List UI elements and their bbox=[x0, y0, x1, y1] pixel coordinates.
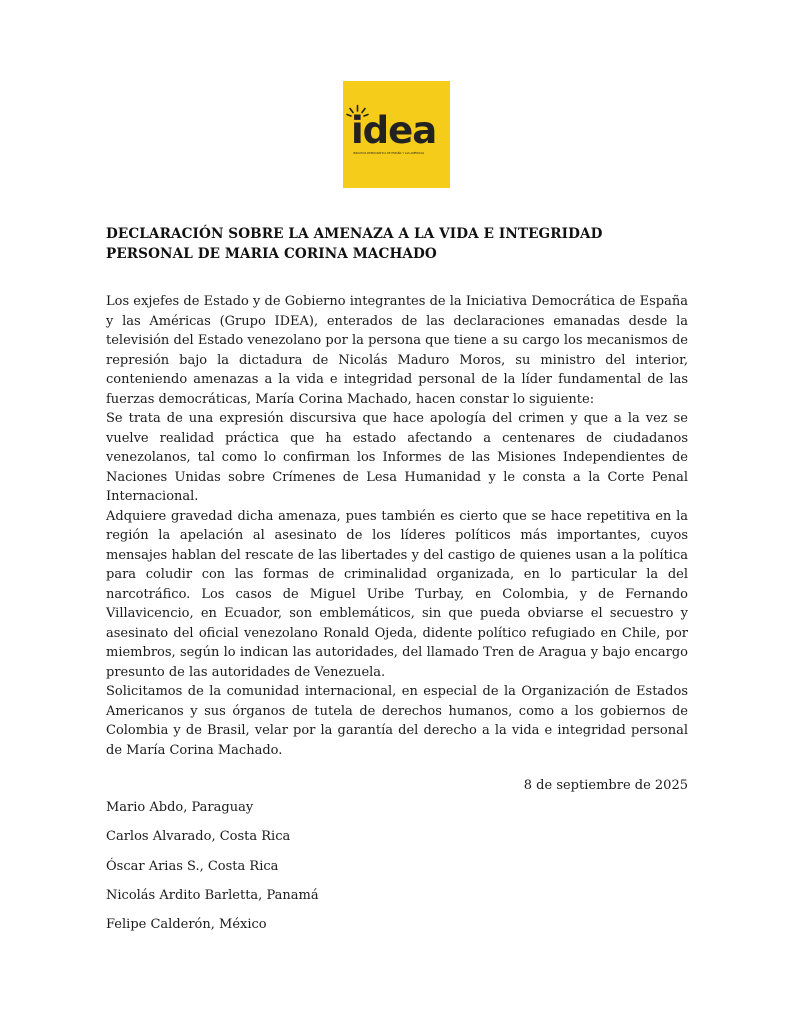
logo-tagline: INICIATIVA DEMOCRÁTICA DE ESPAÑA Y LAS AMÉRICAS bbox=[353, 152, 424, 155]
signatory: Carlos Alvarado, Costa Rica bbox=[106, 829, 291, 845]
signatory: Nicolás Ardito Barletta, Panamá bbox=[106, 887, 319, 903]
logo-wordmark: idea bbox=[351, 109, 437, 152]
document-body bbox=[106, 224, 688, 760]
signatory: Felipe Calderón, México bbox=[106, 917, 267, 933]
paragraph-apologia: Se trata de una expresión discursiva que hace apología del crimen y que a la vez se vuelve realidad práctica que ha estado afectando a centenares de ciudadanos venezolanos, tal como lo confirman los Informes de las Misiones Independientes de Naciones Unidas sobre Crímenes de Lesa Humanidad y le consta a la Corte Penal Internacional. bbox=[106, 411, 688, 504]
paragraph-solicitud: Solicitamos de la comunidad internacional, en especial de la Organización de Estados Americanos y sus órganos de tutela de derechos humanos, como a los gobiernos de Colombia y de Brasil, velar por la garantía del derecho a la vida e integridad personal de María Corina Machado. bbox=[106, 684, 688, 758]
paragraph-intro: Los exjefes de Estado y de Gobierno integrantes de la Iniciativa Democrática de España y las Américas (Grupo IDEA), enterados de las declaraciones emanadas desde la televisión del Estado venezolano por la persona que tiene a su cargo los mecanismos de represión bajo la dictadura de Nicolás Maduro Moros, su ministro del interior, conteniendo amenazas a la vida e integridad personal de la líder fundamental de las fuerzas democráticas, María Corina Machado, hacen constar lo siguiente: bbox=[106, 294, 688, 407]
document-title: DECLARACIÓN SOBRE LA AMENAZA A LA VIDA E INTEGRIDAD PERSONAL DE MARIA CORINA MACHADO bbox=[106, 226, 603, 262]
signatory: Óscar Arias S., Costa Rica bbox=[106, 858, 279, 874]
paragraph-gravedad: Adquiere gravedad dicha amenaza, pues también es cierto que se hace repetitiva en la región la apelación al asesinato de los líderes políticos más importantes, cuyos mensajes hablan del rescate de las libertades y del castigo de quienes usan a la política para coludir con las formas de criminalidad organizada, en lo particular la del narcotráfico. Los casos de Miguel Uribe Turbay, en Colombia, y de Fernando Villavicencio, en Ecuador, son emblemáticos, sin que pueda obviarse el secuestro y asesinato del oficial venezolano Ronald Ojeda, didente político refugiado en Chile, por miembros, según lo indican las autoridades, del llamado Tren de Aragua y bajo encargo presunto de las autoridades de Venezuela. bbox=[106, 508, 688, 680]
idea-logo bbox=[343, 81, 450, 188]
document-date: 8 de septiembre de 2025 bbox=[523, 778, 688, 793]
signatories-list bbox=[106, 798, 319, 944]
idea-logo-icon bbox=[343, 81, 450, 188]
signatory: Mario Abdo, Paraguay bbox=[106, 800, 254, 815]
